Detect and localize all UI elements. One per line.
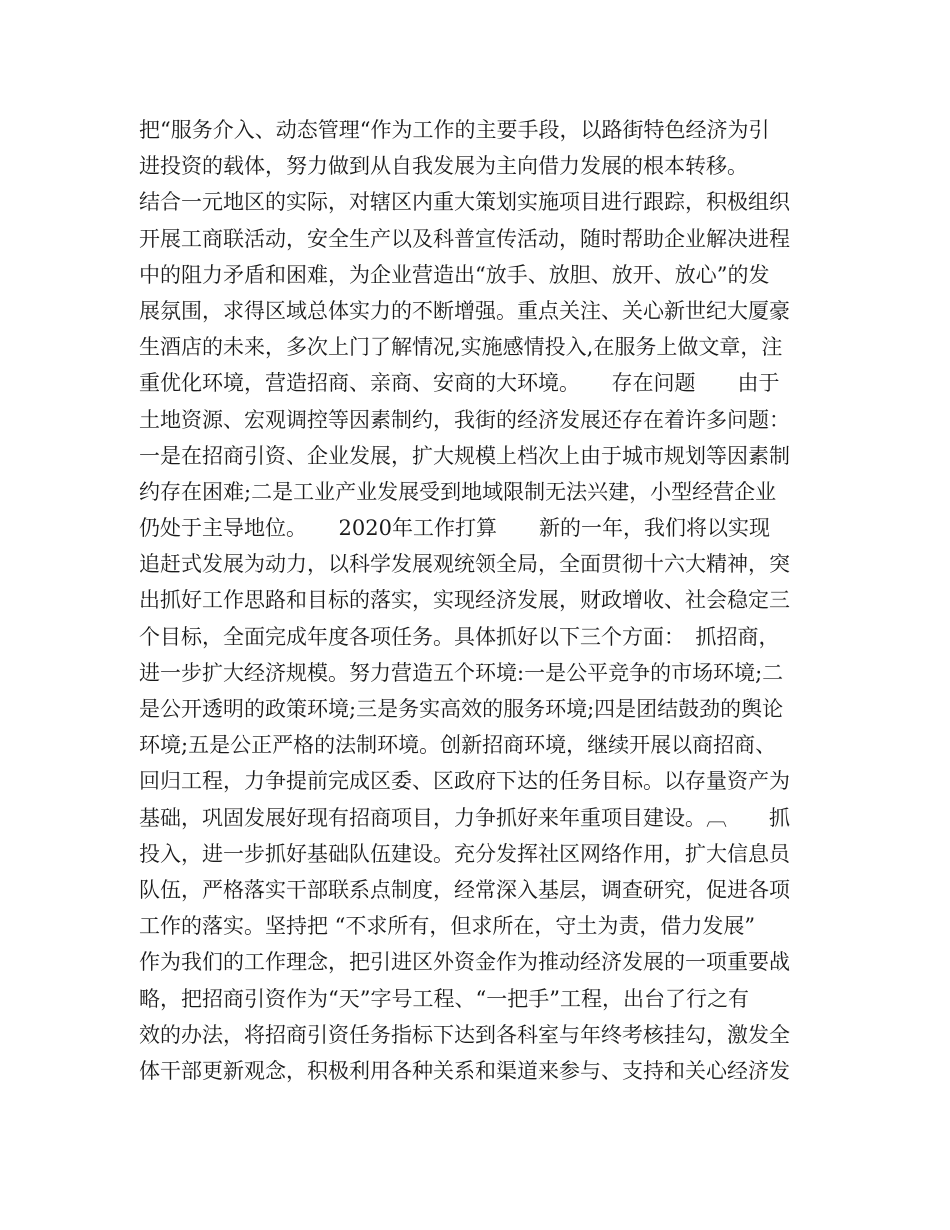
text-line: 队伍，严格落实干部联系点制度，经常深入基层，调查研究，促进各项 bbox=[139, 877, 790, 902]
text-line: 出抓好工作思路和目标的落实，实现经济发展，财政增收、社会稳定三 bbox=[139, 588, 790, 613]
text-line: 回归工程，力争提前完成区委、区政府下达的任务目标。以存量资产为 bbox=[139, 769, 790, 794]
text-line: 略，把招商引资作为“天”字号工程、“一把手”工程，出台了行之有 bbox=[139, 986, 749, 1011]
text-line: 效的办法，将招商引资任务指标下达到各科室与年终考核挂勾，激发全 bbox=[139, 1022, 790, 1047]
text-line: 开展工商联活动，安全生产以及科普宣传活动，随时帮助企业解决进程 bbox=[139, 226, 790, 251]
body-text bbox=[139, 112, 819, 1089]
text-line: 约存在困难;二是工业产业发展受到地域限制无法兴建，小型经营企业 bbox=[139, 479, 777, 504]
text-line: 投入，进一步抓好基础队伍建设。充分发挥社区网络作用，扩大信息员 bbox=[139, 841, 790, 866]
text-line: 追赶式发展为动力，以科学发展观统领全局，全面贯彻十六大精神，突 bbox=[139, 552, 790, 577]
text-line: 生酒店的未来，多次上门了解情况,实施感情投入,在服务上做文章，注 bbox=[139, 335, 783, 360]
text-line: 工作的落实。坚持把 “不求所有，但求所在，守土为责，借力发展” bbox=[139, 914, 756, 939]
text-line: 体干部更新观念，积极利用各种关系和渠道来参与、支持和关心经济发 bbox=[139, 1058, 790, 1083]
text-line: 展氛围，求得区域总体实力的不断增强。重点关注、关心新世纪大厦豪 bbox=[139, 298, 790, 323]
text-line: 重优化环境，营造招商、亲商、安商的大环境。 存在问题 由于 bbox=[139, 371, 780, 396]
text-line: 进投资的载体，努力做到从自我发展为主向借力发展的根本转移。 bbox=[139, 154, 748, 179]
text-line: 是公开透明的政策环境;三是务实高效的服务环境;四是团结鼓劲的舆论 bbox=[139, 697, 784, 721]
text-line: 一是在招商引资、企业发展，扩大规模上档次上由于城市规划等因素制 bbox=[139, 443, 790, 468]
text-line: 个目标，全面完成年度各项任务。具体抓好以下三个方面： 抓招商， bbox=[139, 624, 780, 649]
text-line: 作为我们的工作理念，把引进区外资金作为推动经济发展的一项重要战 bbox=[139, 950, 790, 975]
text-line: 环境;五是公正严格的法制环境。创新招商环境，继续开展以商招商、 bbox=[139, 733, 777, 758]
text-line: 土地资源、宏观调控等因素制约，我街的经济发展还存在着许多问题： bbox=[139, 407, 790, 432]
text-line: 中的阻力矛盾和困难，为企业营造出“放手、放胆、放开、放心”的发 bbox=[139, 262, 770, 287]
text-line: 基础，巩固发展好现有招商项目，力争抓好来年重项目建设。︹ 抓 bbox=[139, 805, 790, 830]
text-line: 仍处于主导地位。 2020年工作打算 新的一年，我们将以实现 bbox=[139, 516, 770, 541]
text-line: 进一步扩大经济规模。努力营造五个环境:一是公平竞争的市场环境;二 bbox=[139, 660, 784, 685]
text-line: 把“服务介入、动态管理“作为工作的主要手段，以路街特色经济为引 bbox=[139, 118, 770, 142]
text-line: 结合一元地区的实际，对辖区内重大策划实施项目进行跟踪，积极组织 bbox=[139, 190, 790, 215]
